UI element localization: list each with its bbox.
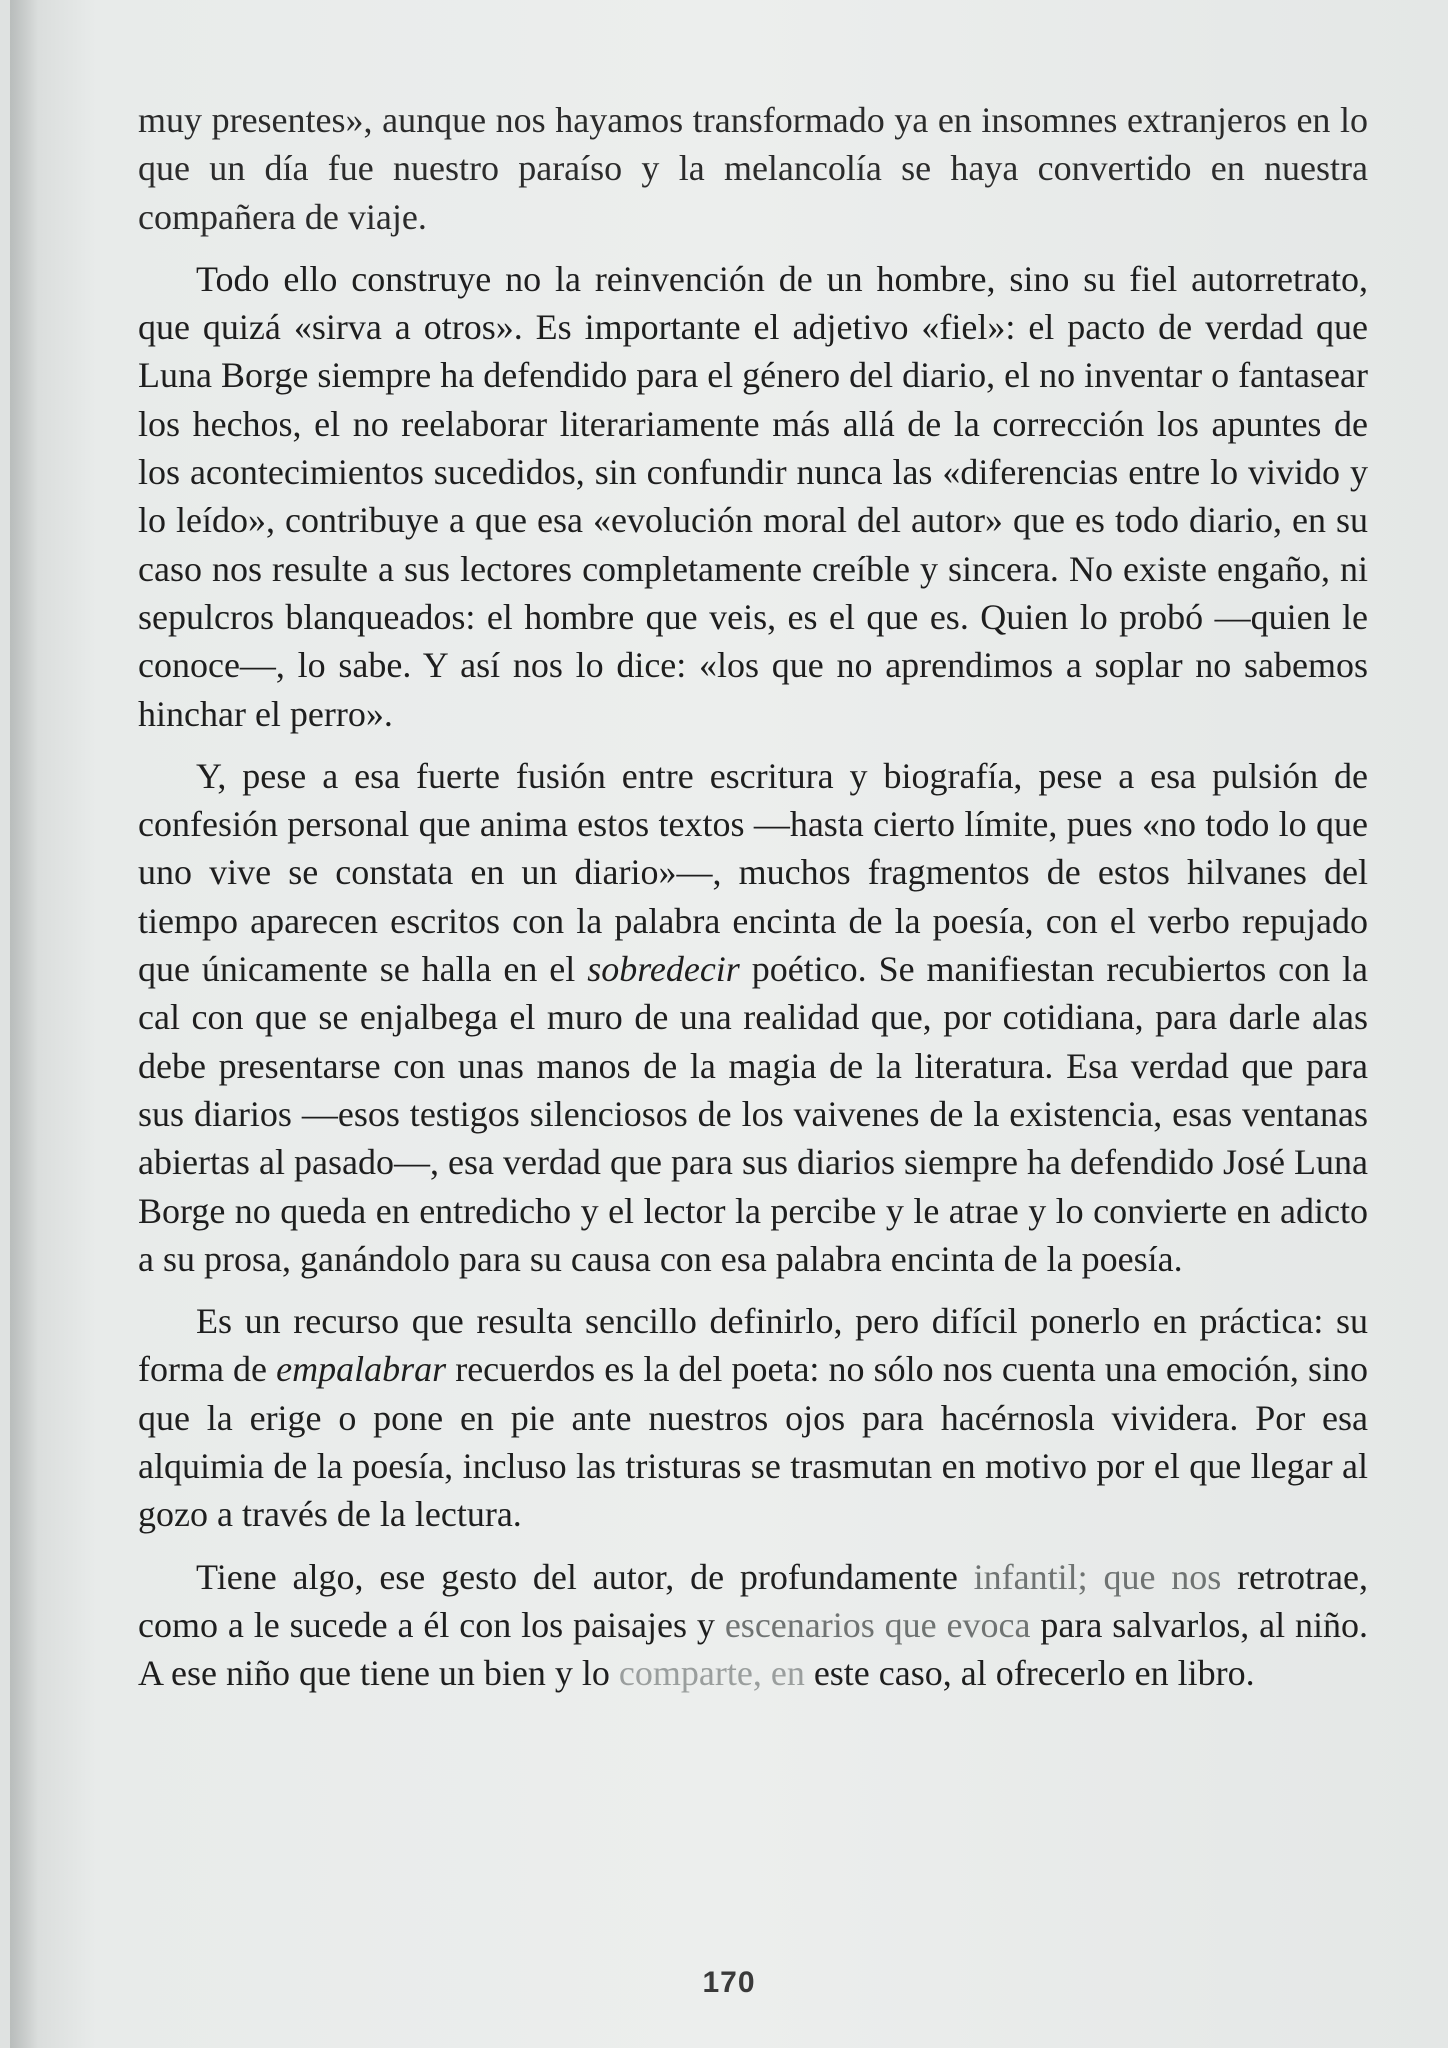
paragraph-5-text-a: Tiene algo, ese gesto del autor, de profundamente xyxy=(196,1556,974,1597)
paragraph-3-text-end: poético. Se manifiestan recubiertos con la cal con que se enjalbega el muro de una realidad que, por cotidiana, para darle alas debe presentarse con unas manos de la magia de la literatura. Esa verdad que para sus diarios —esos testigos silenciosos de los vaivenes de la existencia, esas ventanas abiertas al pasado—, esa verdad que para sus diarios siempre ha defendido José Luna Borge no queda en entredicho y el lector la percibe y le atrae y lo convierte en adicto a su prosa, ganándolo para su causa con esa palabra encinta de la poesía. xyxy=(138,949,1368,1279)
paragraph-2-text: Todo ello construye no la reinvención de un hombre, sino su fiel autorretrato, que quizá «sirva a otros». Es importante el adjetivo «fiel»: el pacto de verdad que Luna Borge siempre ha defendido para el género del diario, el no inventar o fantasear los hechos, el no reelaborar literariamente más allá de la corrección los apuntes de los acontecimientos sucedidos, sin confundir nunca las «diferencias entre lo vivido y lo leído», contribuye a que esa «evolución moral del autor» que es todo diario, en su caso nos resulte a sus lectores completamente creíble y sincera. No existe engaño, ni sepulcros blanqueados: el hombre que veis, es el que es. Quien lo probó —quien le conoce—, lo sabe. Y así nos lo dice: «los que no aprendimos a soplar no sabemos hinchar el perro». xyxy=(138,258,1368,734)
paragraph-1 xyxy=(138,96,1368,241)
page-spine-shadow xyxy=(10,0,38,2048)
paragraph-5-faded-c: comparte, en xyxy=(618,1653,805,1694)
paragraph-5-text-b: retrotrae, como a le sucede a él con los paisajes y xyxy=(138,1556,1368,1645)
paragraph-5-text-c: para salvarlos, al niño. A ese niño que tiene un bien y lo xyxy=(138,1604,1368,1694)
paragraph-3-italic-word: sobredecir xyxy=(587,949,740,990)
paragraph-3-text-start: Y, pese a esa fuerte fusión entre escritura y biografía, pese a esa pulsión de confesión personal que anima estos textos —hasta cierto límite, pues «no todo lo que uno vive se constata en un diario»—, muchos fragmentos de estos hilvanes del tiempo aparecen escritos con la palabra encinta de la poesía, con el verbo repujado que únicamente se halla en el xyxy=(138,755,1368,990)
paragraph-4-text-end: recuerdos es la del poeta: no sólo nos cuenta una emoción, sino que la erige o pone en pie ante nuestros ojos para hacérnosla vividera. Por esa alquimia de la poesía, incluso las tristuras se trasmutan en motivo por el que llegar al gozo a través de la lectura. xyxy=(138,1349,1368,1535)
paragraph-5-text-d: este caso, al ofrecerlo en libro. xyxy=(804,1653,1255,1694)
paragraph-5-faded-b: escenarios que evoca xyxy=(724,1604,1031,1645)
paragraph-4-italic-word: empalabrar xyxy=(276,1349,447,1390)
paragraph-1-text: muy presentes», aunque nos hayamos transformado ya en insomnes extranjeros en lo que un día fue nuestro paraíso y la melancolía se haya convertido en nuestra compañera de viaje. xyxy=(138,100,1368,237)
body-text xyxy=(138,96,1368,1712)
paragraph-3 xyxy=(138,752,1368,1283)
paragraph-5-faded-a: infantil; que nos xyxy=(973,1556,1222,1597)
paragraph-2 xyxy=(138,255,1368,738)
paragraph-5 xyxy=(138,1553,1368,1698)
page-number: 170 xyxy=(702,1966,756,1999)
paragraph-4-text-start: Es un recurso que resulta sencillo definirlo, pero difícil ponerlo en práctica: su forma de xyxy=(138,1301,1368,1390)
book-page xyxy=(10,0,1448,2048)
paragraph-4 xyxy=(138,1297,1368,1538)
